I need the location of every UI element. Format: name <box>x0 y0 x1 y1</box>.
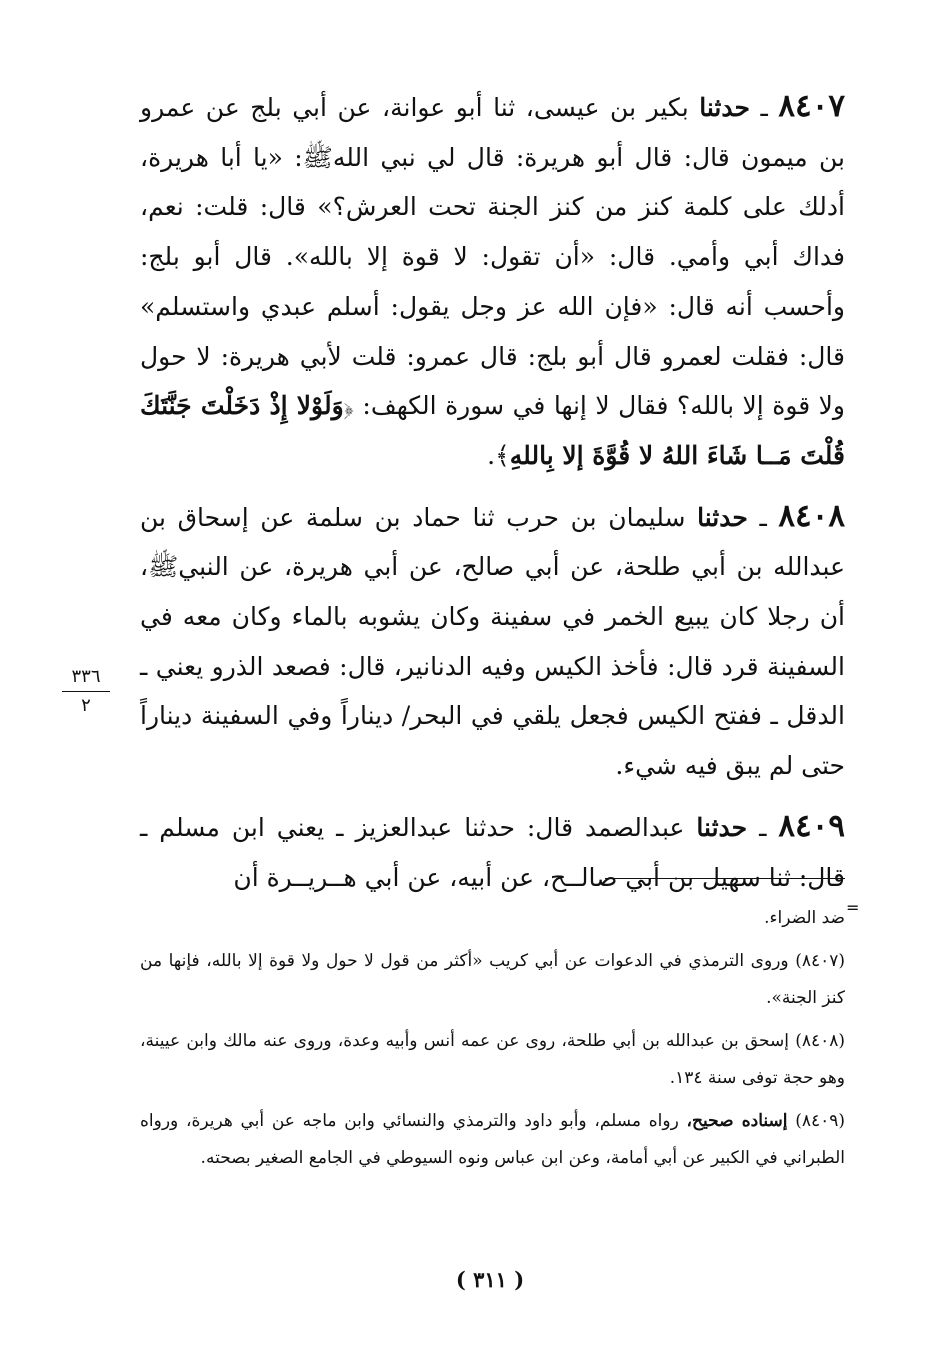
hadith-number: ٨٤٠٨ <box>778 497 846 534</box>
main-text-body <box>140 82 845 913</box>
footnote-continuation-marker: = <box>846 898 860 917</box>
hadith-text: بكير بن عيسى، ثنا أبو عوانة، عن أبي بلج عن عمرو بن ميمون قال: قال أبو هريرة: قال لي نبي اللهﷺ: «يا أبا هريرة، أدلك على كلمة كنز من كنز الجنة تحت العرش؟» قال: قلت: نعم، فداك أبي وأمي. قال: «أن تقول: لا قوة إلا بالله». قال أبو بلج: وأحسب أنه قال: «فإن الله عز وجل يقول: أسلم عبدي واستسلم» قال: فقلت لعمرو قال أبو بلج: قال عمرو: قلت لأبي هريرة: لا حول ولا قوة إلا بالله؟ فقال لا إنها في سورة الكهف: ﴿ <box>140 93 845 421</box>
hadith-number: ٨٤٠٧ <box>778 88 846 124</box>
hadith-dash: ـ <box>759 812 767 842</box>
footnote-8408 <box>140 1023 845 1097</box>
footnote-text: رواه مسلم، وأبو داود والترمذي والنسائي وابن ماجه عن أبي هريرة، ورواه الطبراني في الكبير عن أبي أمامة، وعن ابن عباس ونوه السيوطي في الجامع الصغير بصحته. <box>140 1111 845 1168</box>
footnote-text: إسحق بن عبدالله بن أبي طلحة، روى عن عمه أنس وأبيه وعدة، وروى عنه مالك وابن عيينة، وهو حجة توفى سنة ١٣٤. <box>140 1031 845 1088</box>
hadith-lead-word: حدثنا <box>699 93 750 122</box>
margin-part-number: ٢ <box>81 695 91 716</box>
footnote-8409 <box>140 1103 845 1177</box>
footnote-continuation <box>140 900 845 937</box>
margin-page-reference <box>62 665 110 718</box>
page-number: ( ٣١١ ) <box>455 1267 525 1292</box>
hadith-8409 <box>140 802 845 902</box>
hadith-text: عبدالصمد قال: حدثنا عبدالعزيز ـ يعني ابن مسلم ـ قال: ثنا سهيل بن أبي صالــح، عن أبيه، عن أبي هــريــرة أن <box>140 812 845 892</box>
footnote-text: وروى الترمذي في الدعوات عن أبي كريب «أكثر من قول لا حول ولا قوة إلا بالله، فإنها من كنز الجنة». <box>140 951 845 1008</box>
hadith-dash: ـ <box>759 502 767 532</box>
footnote-separator <box>605 878 845 879</box>
footnote-label: (٨٤٠٨) <box>795 1031 845 1051</box>
margin-volume-number: ٣٣٦ <box>62 665 110 692</box>
footnote-label: (٨٤٠٩) <box>795 1111 846 1131</box>
hadith-8408 <box>140 492 845 791</box>
hadith-number: ٨٤٠٩ <box>778 807 846 844</box>
footnote-label: (٨٤٠٧) <box>795 951 846 971</box>
hadith-lead-word: حدثنا <box>697 502 748 532</box>
quran-verse: وَلَوْلا إِذْ دَخَلْتَ جَنَّتَكَ قُلْتَ مَــا شَاءَ اللهُ لا قُوَّةَ إلا بِاللهِ <box>140 391 845 470</box>
footnote-text: ضد الضراء. <box>764 908 845 928</box>
footnote-grading: إسناده صحيح، <box>686 1111 788 1131</box>
footnotes-section <box>140 900 845 1183</box>
quran-close: ﴾. <box>487 440 510 470</box>
hadith-dash: ـ <box>760 93 768 122</box>
hadith-8407 <box>140 82 845 481</box>
footnote-8407 <box>140 943 845 1017</box>
hadith-lead-word: حدثنا <box>696 812 748 842</box>
hadith-text: سليمان بن حرب ثنا حماد بن سلمة عن إسحاق بن عبدالله بن أبي طلحة، عن أبي صالح، عن أبي هريرة، عن النبيﷺ، أن رجلا كان يبيع الخمر في سفينة وكان يشوبه بالماء وكان معه في السفينة قرد قال: فأخذ الكيس وفيه الدنانير، قال: فصعد الذرو يعني ـ الدقل ـ ففتح الكيس فجعل يلقي في البحر/ ديناراً وفي السفينة ديناراً حتى لم يبق فيه شيء. <box>140 502 845 781</box>
